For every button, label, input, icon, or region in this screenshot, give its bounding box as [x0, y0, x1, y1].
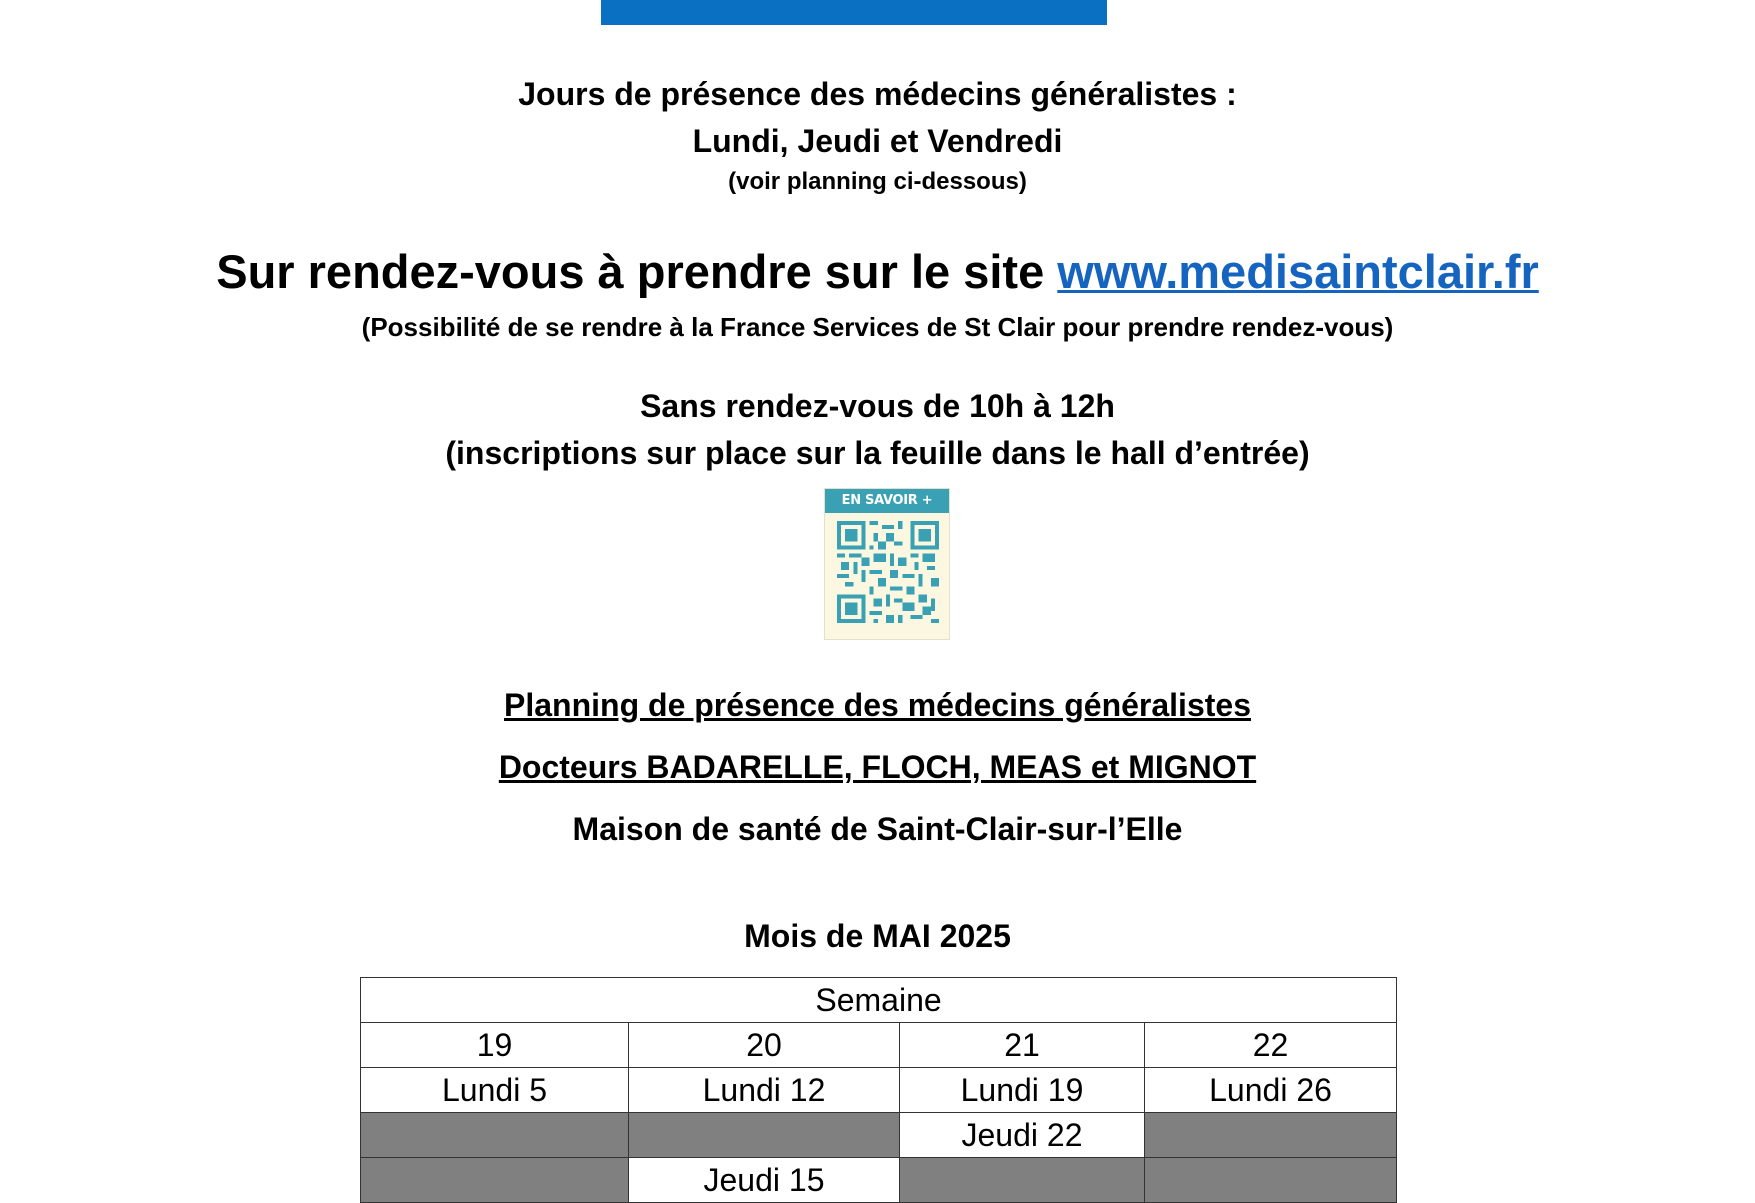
walkin-hours: Sans rendez-vous de 10h à 12h	[640, 388, 1115, 424]
planning-title: Planning de présence des médecins généralistes	[504, 687, 1251, 723]
website-link[interactable]: www.medisaintclair.fr	[1057, 245, 1539, 298]
day-cell: Lundi 26	[1145, 1068, 1397, 1113]
week-number: 22	[1145, 1023, 1397, 1068]
day-cell: Jeudi 15	[629, 1158, 900, 1203]
appointment-text: Sur rendez-vous à prendre sur le site	[216, 245, 1058, 298]
presence-days: Lundi, Jeudi et Vendredi	[692, 123, 1063, 159]
table-header-row	[361, 978, 1397, 1023]
top-banner	[601, 0, 1107, 25]
week-number: 20	[629, 1023, 900, 1068]
appointment-line	[0, 244, 1755, 300]
week-header: Semaine	[361, 978, 1397, 1023]
month-title: Mois de MAI 2025	[744, 918, 1011, 954]
week-number: 19	[361, 1023, 629, 1068]
absent-cell	[1145, 1113, 1397, 1158]
absent-cell	[1145, 1158, 1397, 1203]
see-planning-note: (voir planning ci-dessous)	[728, 168, 1027, 195]
day-cell: Lundi 5	[361, 1068, 629, 1113]
absent-cell	[900, 1158, 1145, 1203]
planning-table	[360, 977, 1397, 1203]
qr-label: EN SAVOIR +	[825, 489, 949, 513]
appointment-note: (Possibilité de se rendre à la France Services de St Clair pour prendre rendez-vous)	[361, 312, 1394, 342]
table-row	[361, 1113, 1397, 1158]
absent-cell	[361, 1158, 629, 1203]
doctors-list: Docteurs BADARELLE, FLOCH, MEAS et MIGNOT	[498, 749, 1257, 785]
walkin-note: (inscriptions sur place sur la feuille dans le hall d’entrée)	[445, 435, 1310, 471]
qr-code-card[interactable]	[824, 488, 950, 640]
presence-days-title: Jours de présence des médecins généralistes :	[518, 76, 1237, 112]
table-row	[361, 1068, 1397, 1113]
day-cell: Lundi 19	[900, 1068, 1145, 1113]
day-cell: Jeudi 22	[900, 1113, 1145, 1158]
day-cell: Lundi 12	[629, 1068, 900, 1113]
week-number: 21	[900, 1023, 1145, 1068]
qr-code-icon	[837, 521, 939, 623]
absent-cell	[629, 1113, 900, 1158]
week-numbers-row	[361, 1023, 1397, 1068]
absent-cell	[361, 1113, 629, 1158]
table-row	[361, 1158, 1397, 1203]
health-center-name: Maison de santé de Saint-Clair-sur-l’Elle	[572, 811, 1183, 847]
